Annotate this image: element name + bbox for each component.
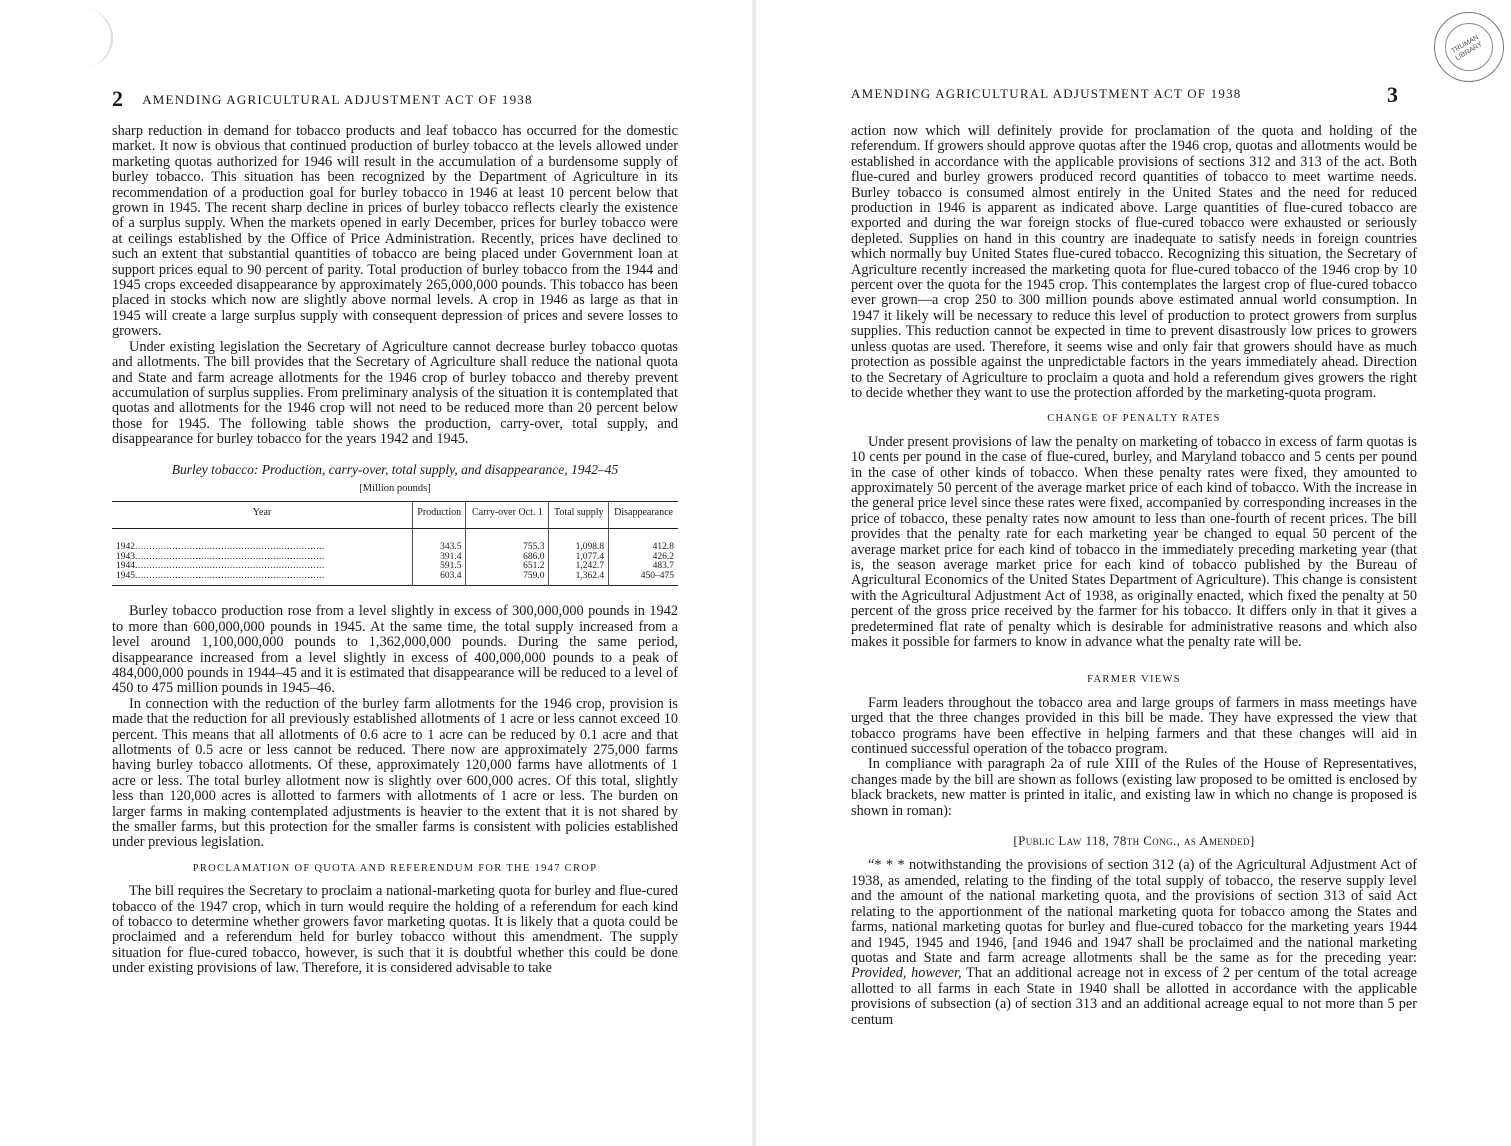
left-running-title: AMENDING AGRICULTURAL ADJUSTMENT ACT OF 1938 [142, 92, 533, 107]
paragraph: Farm leaders throughout the tobacco area and large groups of farmers in mass meetings have urged that the three changes provided in this bill be made. They have expressed the view that tobacco programs have been effective in helping farmers and that these changes will aid in continued successful operation of the tobacco program. [851, 694, 1417, 758]
table-header-row [112, 502, 678, 529]
cell: 1,362.4 [549, 572, 609, 586]
law-text: “* * * notwithstanding the provisions of section 312 (a) of the Agricultural Adjustment Act of 1938, as amended, relating to the finding of the total supply of tobacco, the reserve supply level and the amount of the national marketing quota, and the provisions of section 313 of said Act relating to the apportionment of the national marketing quota for tobacco among the States and farms, national marketing quotas for burley and flue-cured tobacco for the marketing years 1944 and 1945, 1945 and 1946, [and 1946 and 1947 shall be proclaimed and the national marketing quotas and State and farm acreage allotments shall be the same as for the preceding year: Provided, however, That an additional acreage not in excess of 2 per centum of the total acreage allotted to all farms in each State in 1940 shall be allotted in accordance with the applicable provisions of subsection (a) of section 313 and an additional acreage equal to not more than 5 per centum [851, 857, 1417, 1028]
cell-year: 1942.................................................................. [116, 542, 325, 553]
col-header-carry-over: Carry-over Oct. 1 [466, 502, 549, 529]
right-page-body [851, 124, 1417, 1028]
col-header-total-supply: Total supply [549, 502, 609, 529]
right-page-number: 3 [1387, 82, 1400, 107]
cell: 343.5 [413, 529, 466, 553]
cell: 603.4 [413, 572, 466, 586]
seal-text: TRUMAN LIBRARY [1450, 34, 1484, 63]
table-unit: [Million pounds] [359, 482, 431, 494]
cell: 651.2 [466, 562, 549, 572]
cell: 450–475 [609, 572, 678, 586]
cell: 391.4 [413, 553, 466, 563]
col-header-disappearance: Disappearance [609, 502, 678, 529]
left-page-number: 2 [112, 86, 125, 111]
paragraph: The bill requires the Secretary to proclaim a national-marketing quota for burley and flue-cured tobacco of the 1947 crop, which in turn would require the holding of a referendum for each kind of tobacco to determine whether growers favor marketing quotas. It is likely that a quota could be proclaimed and a referendum held for burley tobacco without this amendment. The supply situation for flue-cured tobacco, however, is such that it is doubtful whether this could be done under existing provisions of law. Therefore, it is considered advisable to take [112, 883, 678, 977]
right-running-head [851, 82, 1416, 107]
paragraph: Under existing legislation the Secretary of Agriculture cannot decrease burley tobacco quotas and allotments. The bill provides that the Secretary of Agriculture shall reduce the national quota and State and farm acreage allotments for the 1946 crop of burley tobacco and thereby prevent accumulation of surplus supplies. From preliminary analysis of the situation it is contemplated that quotas and allotments for the 1946 crop will not need to be reduced more than 20 percent below those for 1945. The following table shows the production, carry-over, total supply, and disappearance for burley tobacco for the years 1942 and 1945. [112, 338, 678, 448]
left-running-head [112, 86, 682, 112]
cell: 1,077.4 [549, 553, 609, 563]
law-proviso: Provided, however, [851, 965, 962, 982]
cell-year: 1943.................................................................. [116, 551, 325, 562]
paragraph: In connection with the reduction of the burley farm allotments for the 1946 crop, provision is made that the reduction for all previously established allotments of 1 acre or less cannot exceed 10 percent. This means that all allotments of 0.6 acre to 1 acre can be reduced by 0.1 acre and that allotments of 0.5 acre or less cannot be reduced. There now are approximately 275,000 farms having burley tobacco allotments. Of these, approximately 120,000 farms have allotments of 1 acre or less. The total burley allotment now is slightly over 600,000 acres. Of this total, slightly less than 120,000 acres is allotted to farmers with allotments of 1 acre or less. The burden on larger farms in making contemplated adjustments is heavier to the extent that it is not shared by the smaller farms, but this protection for the smaller farms is consistent with policies established under previous legislation. [112, 695, 678, 851]
left-page [0, 0, 755, 1146]
right-running-title: AMENDING AGRICULTURAL ADJUSTMENT ACT OF 1938 [851, 86, 1242, 101]
cell: 755.3 [466, 529, 549, 553]
section-heading-farmer-views: FARMER VIEWS [1087, 674, 1181, 686]
cell-year: 1945.................................................................. [116, 570, 325, 581]
left-page-body [112, 124, 678, 977]
table-row [112, 572, 678, 586]
paragraph: Burley tobacco production rose from a level slightly in excess of 300,000,000 pounds in 1942 to more than 600,000,000 pounds in 1945. At the same time, the total supply increased from a level around 1,100,000,000 pounds to 1,362,000,000 pounds. During the same period, disappearance increased from a level slightly in excess of 400,000,000 pounds to a peak of 484,000,000 pounds in 1944–45 and it is estimated that disappearance will be reduced to a level of 450 to 475 million pounds in 1945–46. [112, 603, 678, 697]
paragraph: Under present provisions of law the penalty on marketing of tobacco in excess of farm quotas is 10 cents per pound in the case of flue-cured, burley, and Maryland tobacco and 5 cents per pound in the case of other kinds of tobacco. When these penalty rates were fixed, they amounted to approximately 50 percent of the average market price of each kind of tobacco. With the increase in the general price level since these rates were fixed, accompanied by corresponding increases in the price of tobacco, these penalty rates now amount to less than one-fourth of recent prices. The bill provides that the penalty rate for each marketing year be changed to equal 50 percent of the average market price for each kind of tobacco in the immediately preceding marketing year (that is, the season average market price for each kind of tobacco published by the Bureau of Agricultural Economics of the United States Department of Agriculture). This change is consistent with the Agricultural Adjustment Act of 1938, as originally enacted, which fixed the penalty at 50 percent of the gross price received by the farmer for his tobacco. It differs only in that it gives a predetermined flat rate of penalty which is desirable for administrative reasons and which also makes it possible for farmers to know in advance what the penalty rate will be. [851, 433, 1417, 650]
table-row [112, 529, 678, 553]
cell: 591.5 [413, 562, 466, 572]
col-header-year: Year [112, 502, 413, 529]
cell: 759.0 [466, 572, 549, 586]
cell: 412.8 [609, 529, 678, 553]
table-caption: Burley tobacco: Production, carry-over, total supply, and disappearance, 1942–45 [171, 461, 619, 477]
cell: 483.7 [609, 562, 678, 572]
burley-tobacco-table [112, 501, 678, 586]
library-seal-icon [1434, 12, 1504, 82]
law-title: [Public Law 118, 78th Cong., as Amended] [1013, 833, 1255, 849]
cell: 1,242.7 [549, 562, 609, 572]
section-heading-proclamation: PROCLAMATION OF QUOTA AND REFERENDUM FOR THE 1947 CROP [192, 862, 598, 874]
paragraph: action now which will definitely provide for proclamation of the quota and holding of the referendum. If growers should approve quotas after the 1946 crop, quotas and allotments would be established in accordance with the applicable provisions of sections 312 and 313 of the act. Both flue-cured and burley growers produced record quantities of tobacco to meet wartime needs. Burley tobacco is consumed almost entirely in the United States and the need for reduced production in 1946 is apparent as indicated above. Large quantities of flue-cured tobacco are exported and during the war foreign stocks of flue-cured tobacco were exhausted or seriously depleted. Supplies on hand in this country are inadequate to satisfy needs in foreign countries which normally buy United States flue-cured tobacco. Recognizing this situation, the Secretary of Agriculture recently increased the marketing quota for flue-cured tobacco of the 1946 crop by 10 percent over the quota for the 1945 crop. This contemplates the largest crop of flue-cured tobacco ever grown—a crop 250 to 300 million pounds above estimated annual world consumption. In 1947 it likely will be necessary to reduce this level of production to protect growers from surplus supplies. This reduction cannot be expected in time to prevent disastrously low prices to growers unless quotas are used. Therefore, it seems wise and only fair that growers should have as much protection as possible against the unpredictable factors in the years immediately ahead. Direction to the Secretary of Agriculture to proclaim a quota and hold a referendum gives growers the right to decide whether they want to use the protection afforded by the marketing-quota program. [851, 123, 1417, 401]
paragraph: sharp reduction in demand for tobacco products and leaf tobacco has occurred for the domestic market. It now is obvious that continued production of burley tobacco at the levels allowed under marketing quotas authorized for 1946 will result in the accumulation of a burdensome supply of burley tobacco. This situation has been recognized by the Department of Agriculture in its recommendation of a production goal for burley tobacco in 1946 at least 10 percent below that grown in 1945. The recent sharp decline in prices of burley tobacco reflects clearly the existence of a surplus supply. When the markets opened in early December, prices for burley tobacco were at ceilings established by the Office of Price Administration. Recently, prices have declined to such an extent that substantial quantities of tobacco are being placed under Government loan at support prices equal to 90 percent of parity. Total production of burley tobacco from the 1944 and 1945 crops exceeded disappearance by approximately 265,000,000 pounds. This tobacco has been placed in stocks which now are slightly above normal levels. A crop in 1946 as large as that in 1945 will create a large surplus supply with consequent depression of prices and severe losses to growers. [112, 123, 678, 340]
cell: 426.2 [609, 553, 678, 563]
section-heading-penalty: CHANGE OF PENALTY RATES [1047, 413, 1221, 425]
paragraph: In compliance with paragraph 2a of rule XIII of the Rules of the House of Representatives, changes made by the bill are shown as follows (existing law proposed to be omitted is enclosed by black brackets, new matter is printed in italic, and existing law in which no change is proposed is shown in roman): [851, 756, 1417, 819]
cell: 686.0 [466, 553, 549, 563]
cell: 1,098.8 [549, 529, 609, 553]
right-page [756, 0, 1511, 1146]
cell-year: 1944.................................................................. [116, 561, 325, 572]
col-header-production: Production [413, 502, 466, 529]
